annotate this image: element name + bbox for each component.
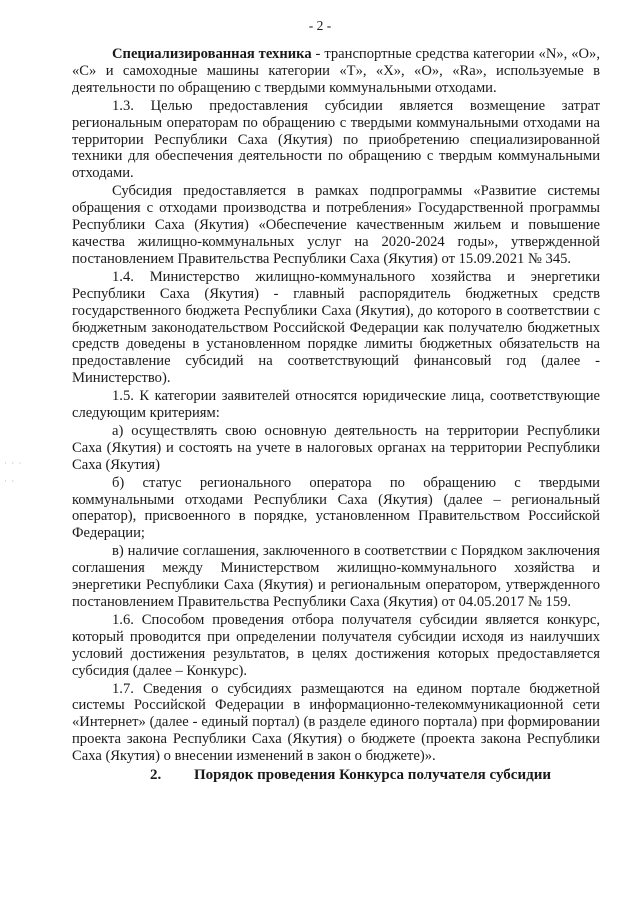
defined-term: Специализированная техника <box>112 46 312 62</box>
paragraph-1-4: 1.4. Министерство жилищно-коммунального хозяйства и энергетики Республики Саха (Якутия) - главный распорядитель бюджетных средств государственного бюджета Республики Саха (Якутия), до которого в соответствии с бюджетным законодательством Российской Федерации как получателю бюджетных средств доведены в установленном порядке лимиты бюджетных обязательств на предоставление субсидий на соответствующий финансовый год (далее - Министерство). <box>72 268 600 387</box>
paragraph-1-6: 1.6. Способом проведения отбора получателя субсидии является конкурс, который проводится при определении получателя субсидии исходя из наилучших условий достижения результатов, в целях достижения которых предоставляется субсидия (далее – Конкурс). <box>72 611 600 679</box>
definition-text: - транспортные средства категории «N», «O», «C» и самоходные машины категории «T», «X», «O», «Ra», используемые в деятельности по обращению с твердыми коммунальными отходами. <box>72 46 600 96</box>
scan-margin-mark: · · · <box>4 458 23 468</box>
page-number: - 2 - <box>308 18 332 33</box>
paragraph-definition <box>72 46 600 97</box>
paragraph-1-3: 1.3. Целью предоставления субсидии является возмещение затрат региональным операторам по обращению с твердыми коммунальными отходами на территории Республики Саха (Якутия) по приобретению специализированной техники для обеспечения деятельности по обращению с твердым коммунальными отходами. <box>72 97 600 182</box>
document-body <box>72 46 600 784</box>
paragraph-subsidy-program: Субсидия предоставляется в рамках подпрограммы «Развитие системы обращения с отходами производства и потребления» Государственной программы Республики Саха (Якутия) «Обеспечение качественным жильем и повышение качества жилищно-коммунальных услуг на 2020-2024 годы», утвержденной постановлением Правительства Республики Саха (Якутия) от 15.09.2021 № 345. <box>72 183 600 267</box>
scan-margin-mark: · · <box>4 476 16 486</box>
section-heading <box>72 767 600 784</box>
paragraph-1-5: 1.5. К категории заявителей относятся юридические лица, соответствующие следующим критериям: <box>72 388 600 422</box>
section-number: 2. <box>150 767 162 784</box>
criterion-a: а) осуществлять свою основную деятельность на территории Республики Саха (Якутия) и состоять на учете в налоговых органах на территории Республики Саха (Якутия) <box>72 422 600 473</box>
paragraph-1-7: 1.7. Сведения о субсидиях размещаются на едином портале бюджетной системы Российской Федерации в информационно-телекоммуникационной сети «Интернет» (далее - единый портал) (в разделе единого портала) при формировании проекта закона Республики Саха (Якутия) о бюджете (проекта закона Республики Саха (Якутия) о внесении изменений в закон о бюджете)». <box>72 680 600 765</box>
criterion-c: в) наличие соглашения, заключенного в соответствии с Порядком заключения соглашения между Министерством жилищно-коммунального хозяйства и энергетики Республики Саха (Якутия) и региональным оператором, утвержденного постановлением Правительства Республики Саха (Якутия) от 04.05.2017 № 159. <box>72 543 600 610</box>
criterion-b: б) статус регионального оператора по обращению с твердыми коммунальными отходами Республики Саха (Якутия) (далее – региональный оператор), присвоенного в порядке, установленном Правительством Российской Федерации; <box>72 474 600 542</box>
section-title: Порядок проведения Конкурса получателя субсидии <box>194 767 551 784</box>
